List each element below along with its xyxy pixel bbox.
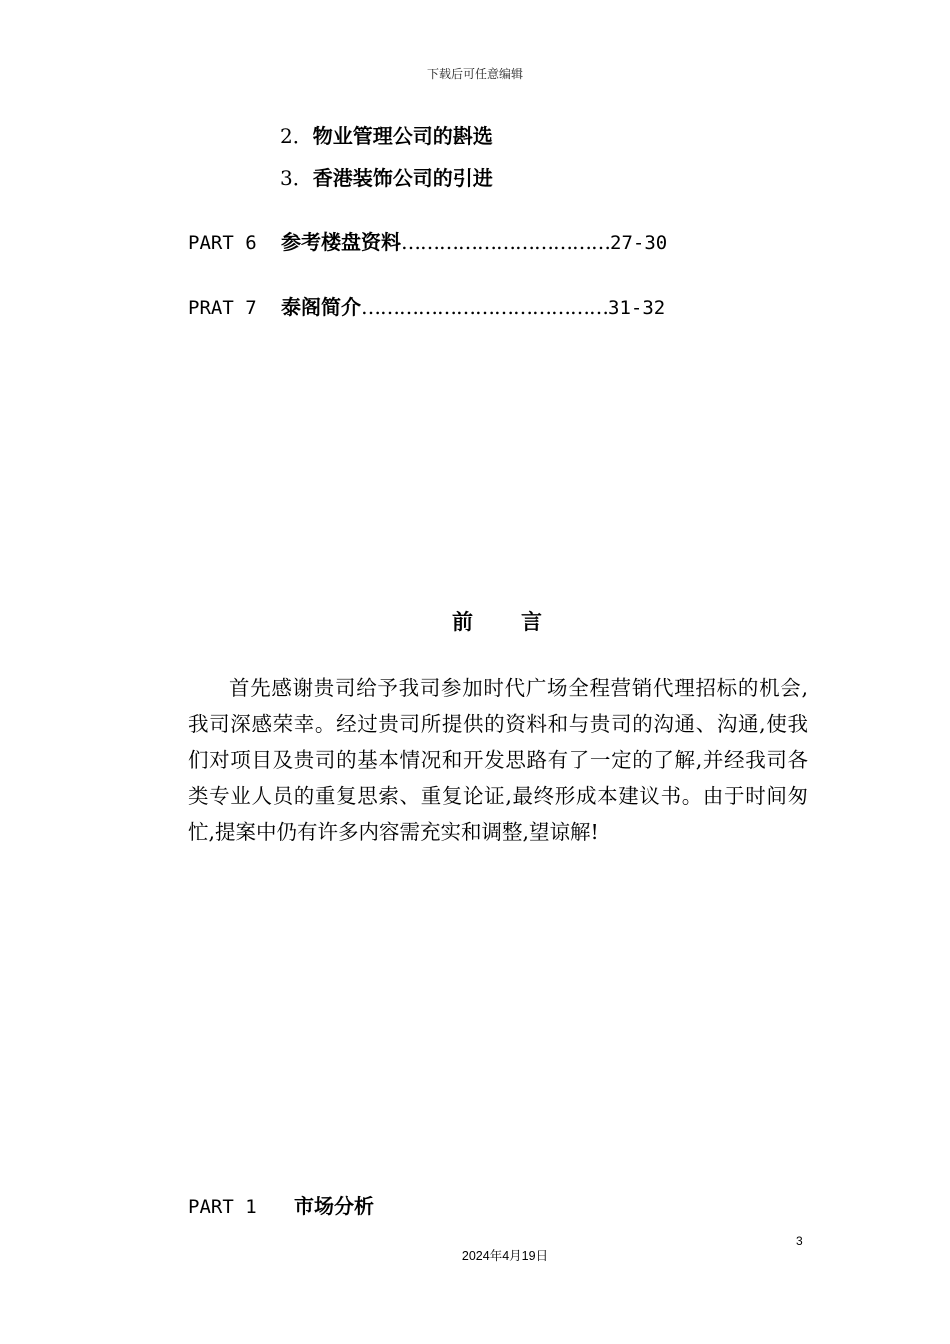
toc-row-page-range: 27-30: [610, 232, 668, 254]
toc-row-dot-leader: …………………………………: [361, 295, 608, 319]
preface-title: 前 言: [452, 609, 544, 634]
toc-row-part-6: [188, 229, 667, 256]
toc-row-part-label: PRAT 7: [188, 297, 257, 319]
section-title: 市场分析: [294, 1194, 374, 1218]
section-heading-part-1: [188, 1193, 374, 1220]
toc-row-part-7: [188, 294, 665, 321]
toc-sub-item: [280, 165, 493, 191]
toc-sub-item-text: 香港装饰公司的引进: [312, 166, 493, 190]
toc-row-title: 泰阁简介: [281, 295, 361, 319]
toc-row-page-range: 31-32: [608, 297, 666, 319]
header-note: 下载后可任意编辑: [426, 67, 523, 81]
page-number: 3: [796, 1234, 803, 1248]
toc-sub-item-number: 2．: [280, 124, 313, 148]
toc-sub-item: [280, 123, 493, 149]
footer-date: 2024年4月19日: [461, 1249, 549, 1263]
toc-sub-item-number: 3．: [280, 166, 313, 190]
preface-body: 首先感谢贵司给予我司参加时代广场全程营销代理招标的机会,我司深感荣幸。经过贵司所提供的资料和与贵司的沟通、沟通,使我们对项目及贵司的基本情况和开发思路有了一定的了解,并经我司各类专业人员的重复思索、重复论证,最终形成本建议书。由于时间匆忙,提案中仍有许多内容需充实和调整,望谅解!: [188, 676, 808, 844]
toc-row-title: 参考楼盘资料: [281, 230, 401, 254]
toc-sub-item-text: 物业管理公司的斟选: [312, 124, 493, 148]
toc-row-dot-leader: ……………………………: [401, 230, 610, 254]
toc-row-part-label: PART 6: [188, 232, 257, 254]
section-part-label: PART 1: [188, 1196, 257, 1218]
